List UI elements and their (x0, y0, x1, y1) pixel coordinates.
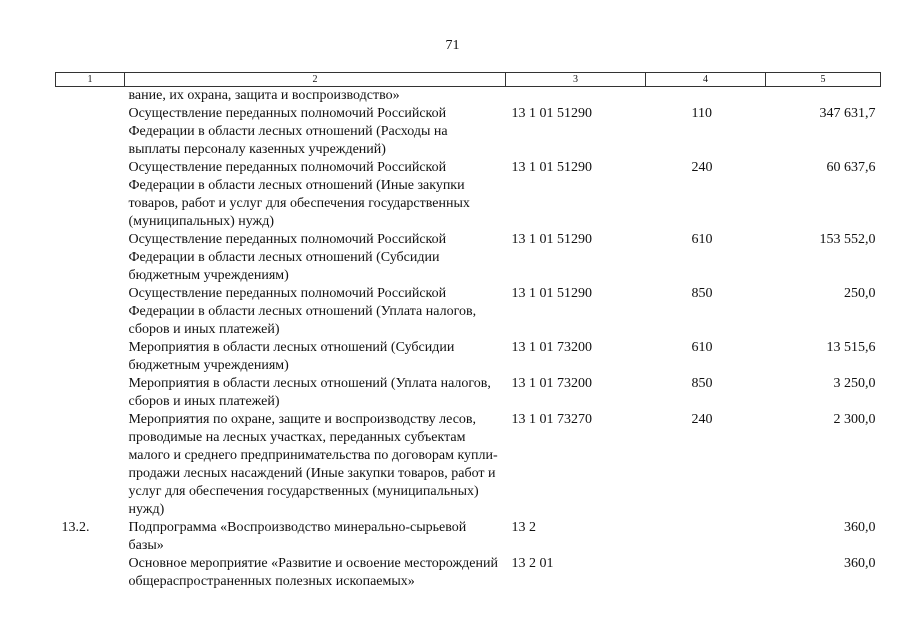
row-expense-type: 240 (691, 412, 713, 427)
row-code: 13 1 01 51290 (511, 160, 592, 175)
row-name: вание, их охрана, защита и воспроизводство» (128, 88, 400, 103)
budget-table (55, 72, 881, 591)
row-code: 13 1 01 73200 (511, 376, 592, 391)
row-name: Осуществление переданных полномочий Российской Федерации в области лесных отношений (Уплата налогов, сборов и иных платежей) (128, 286, 477, 337)
row-name: Осуществление переданных полномочий Российской Федерации в области лесных отношений (Иные закупки товаров, работ и услуг для обеспечения государственных (муниципальных) нужд) (128, 160, 470, 229)
row-expense-type (646, 87, 766, 106)
table-row (56, 555, 881, 591)
table-row (56, 105, 881, 159)
row-code: 13 1 01 51290 (511, 232, 592, 247)
row-number (56, 105, 125, 159)
row-number (56, 339, 125, 375)
row-sum: 250,0 (844, 286, 876, 301)
row-number (56, 231, 125, 285)
row-expense-type: 610 (691, 340, 713, 355)
row-expense-type (646, 555, 766, 591)
table-row (56, 285, 881, 339)
row-expense-type: 240 (691, 160, 713, 175)
column-header: 5 (766, 73, 881, 87)
row-sum: 3 250,0 (833, 376, 876, 391)
row-code: 13 1 01 51290 (511, 106, 592, 121)
row-number (56, 411, 125, 519)
table-header-row (56, 73, 881, 87)
row-expense-type: 850 (691, 286, 713, 301)
row-expense-type: 110 (691, 106, 712, 121)
column-header: 2 (125, 73, 506, 87)
row-sum (766, 87, 881, 106)
row-name: Мероприятия в области лесных отношений (Уплата налогов, сборов и иных платежей) (128, 376, 491, 409)
row-number (56, 375, 125, 411)
column-header: 4 (646, 73, 766, 87)
row-number: 13.2. (61, 520, 90, 535)
row-name: Мероприятия по охране, защите и воспроизводству лесов, проводимые на лесных участках, переданных субъектам малого и среднего предпринимательства по договорам купли-продажи лесных насаждений (Иные закупки товаров, работ и услуг для обеспечения государственных (муниципальных) нужд) (128, 412, 498, 517)
row-sum: 13 515,6 (826, 340, 876, 355)
page-number: 71 (445, 38, 460, 53)
row-code: 13 2 (511, 520, 536, 535)
row-name: Осуществление переданных полномочий Российской Федерации в области лесных отношений (Субсидии бюджетным учреждениям) (128, 232, 447, 283)
row-number (56, 555, 125, 591)
row-expense-type: 610 (691, 232, 713, 247)
row-sum: 360,0 (844, 556, 876, 571)
row-expense-type (646, 519, 766, 555)
row-name: Мероприятия в области лесных отношений (Субсидии бюджетным учреждениям) (128, 340, 455, 373)
row-name: Основное мероприятие «Развитие и освоение месторождений общераспространенных полезных ископаемых» (128, 556, 498, 589)
row-sum: 153 552,0 (819, 232, 876, 247)
row-number (56, 285, 125, 339)
row-sum: 347 631,7 (819, 106, 876, 121)
column-header: 1 (56, 73, 125, 87)
table-row (56, 87, 881, 106)
table-row (56, 519, 881, 555)
row-sum: 60 637,6 (826, 160, 876, 175)
table-row (56, 411, 881, 519)
row-code: 13 2 01 (511, 556, 554, 571)
table-row (56, 159, 881, 231)
row-number (56, 87, 125, 106)
row-code: 13 1 01 51290 (511, 286, 592, 301)
table-row (56, 375, 881, 411)
row-name: Подпрограмма «Воспроизводство минерально-сырьевой базы» (128, 520, 467, 553)
row-sum: 2 300,0 (833, 412, 876, 427)
table-row (56, 231, 881, 285)
row-code: 13 1 01 73200 (511, 340, 592, 355)
row-code: 13 1 01 73270 (511, 412, 592, 427)
column-header: 3 (506, 73, 646, 87)
row-number (56, 159, 125, 231)
row-code (506, 87, 646, 106)
row-expense-type: 850 (691, 376, 713, 391)
row-sum: 360,0 (844, 520, 876, 535)
table-row (56, 339, 881, 375)
row-name: Осуществление переданных полномочий Российской Федерации в области лесных отношений (Расходы на выплаты персоналу казенных учреждений) (128, 106, 448, 157)
